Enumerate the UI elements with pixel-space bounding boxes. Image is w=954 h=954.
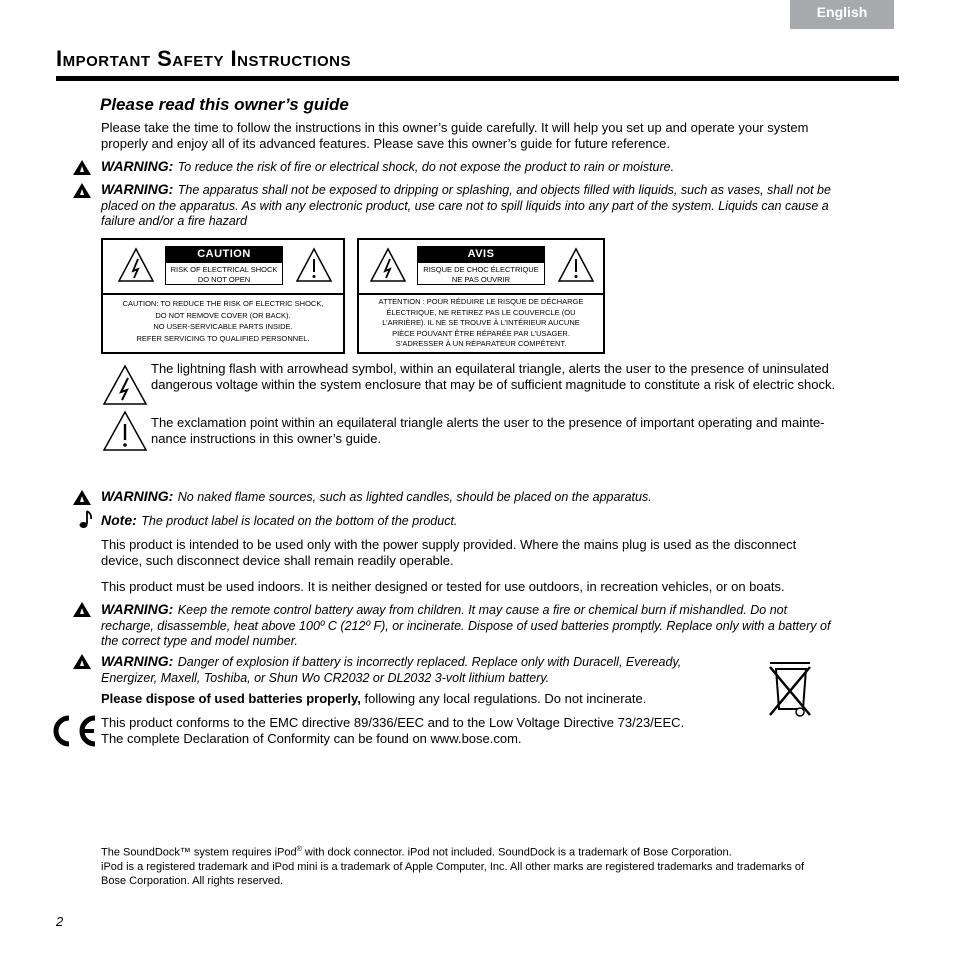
caution-line: DO NOT REMOVE COVER (OR BACK).: [155, 310, 291, 320]
power-paragraph: [101, 537, 796, 568]
avis-line: L’ARRIÈRE). IL NE SE TROUVE À L’INTÉRIEUR AUCUNE: [382, 318, 580, 327]
legal-footer: [101, 843, 804, 888]
avis-sub-line: NE PAS OUVRIR: [451, 275, 511, 284]
note-label: Note:: [101, 512, 137, 528]
lightning-line: The lightning flash with arrowhead symbol, within an equilateral triangle, alerts the user to the presence of uninsulated: [151, 361, 829, 376]
warning-text: No naked flame sources, such as lighted candles, should be placed on the apparatus.: [177, 490, 652, 504]
indoor-paragraph: This product must be used indoors. It is neither designed or tested for use outdoors, in recreation vehicles, or on boats.: [101, 579, 785, 594]
dispose-bold: Please dispose of used batteries properly,: [101, 691, 361, 706]
avis-label: [357, 238, 605, 354]
caution-label: [101, 238, 345, 354]
crossed-out-bin-icon: [766, 659, 816, 719]
warning-label: WARNING:: [101, 181, 174, 197]
warning-2: [101, 181, 901, 229]
section-subtitle: Please read this owner’s guide: [100, 95, 349, 114]
warning-text: To reduce the risk of fire or electrical shock, do not expose the product to rain or moisture.: [177, 160, 675, 174]
page-number: 2: [56, 914, 64, 929]
lightning-triangle-icon: [102, 364, 148, 406]
warning-triangle-icon: [72, 489, 92, 506]
avis-line: ÉLECTRIQUE, NE RETIREZ PAS LE COUVERCLE (OU: [386, 307, 576, 317]
warning-label: WARNING:: [101, 653, 174, 669]
warning-5: [101, 653, 761, 686]
exclamation-line: nance instructions in this owner’s guide.: [151, 430, 382, 446]
intro-paragraph: [101, 120, 808, 151]
warning-text: Energizer, Maxell, Toshiba, or Shun Wo CR2032 or DL2032 3-volt lithium battery.: [101, 671, 550, 685]
warning-triangle-icon: [72, 159, 92, 176]
warning-3: [101, 488, 652, 506]
avis-line: ATTENTION : POUR RÉDUIRE LE RISQUE DE DÉCHARGE: [378, 297, 584, 306]
caution-text: [103, 298, 343, 344]
lightning-line: dangerous voltage within the system enclosure that may be of sufficient magnitude to constitute a risk of electric shock.: [151, 376, 836, 392]
caution-line: REFER SERVICING TO QUALIFIED PERSONNEL.: [136, 333, 310, 343]
note: [101, 512, 457, 530]
exclamation-triangle-icon: [557, 247, 595, 283]
caution-line: CAUTION: TO REDUCE THE RISK OF ELECTRIC SHOCK,: [122, 299, 324, 308]
exclamation-line: The exclamation point within an equilateral triangle alerts the user to the presence of important operating and mainte-: [151, 415, 825, 430]
ce-paragraph: [101, 715, 684, 746]
ce-line: The complete Declaration of Conformity can be found on www.bose.com.: [101, 730, 522, 746]
legal-line: with dock connector. iPod not included. SoundDock is a trademark of Bose Corporation.: [301, 846, 732, 859]
ce-line: This product conforms to the EMC directive 89/336/EEC and to the Low Voltage Directive 73/23/EEC.: [101, 715, 685, 730]
warning-text: failure and/or a fire hazard: [101, 214, 247, 228]
note-text: The product label is located on the bottom of the product.: [141, 514, 458, 528]
legal-line: The SoundDock™ system requires iPod: [101, 846, 297, 859]
warning-text: recharge, disassemble, heat above 100º C (212º F), or incinerate. Dispose of used batteries promptly. Replace only with a battery of: [101, 619, 831, 633]
lightning-triangle-icon: [369, 247, 407, 283]
avis-line: PIÈCE POUVANT ÊTRE RÉPARÉE PAR L’USAGER.: [392, 328, 570, 338]
warning-label: WARNING:: [101, 601, 174, 617]
warning-text: placed on the apparatus. As with any electronic product, use care not to spill liquids into any part of the system. Liquids can cause a: [101, 199, 829, 213]
music-note-icon: [78, 509, 94, 529]
warning-text: Danger of explosion if battery is incorrectly replaced. Replace only with Duracell, Eveready,: [177, 655, 682, 669]
warning-label: WARNING:: [101, 158, 174, 174]
caution-sub: [165, 263, 283, 285]
intro-line: Please take the time to follow the instructions in this owner’s guide carefully. It will help you set up and operate your system: [101, 120, 809, 135]
warning-triangle-icon: [72, 653, 92, 670]
avis-sub-line: RISQUE DE CHOC ÉLECTRIQUE: [423, 265, 539, 274]
power-line: device, such disconnect device shall remain readily operable.: [101, 552, 454, 568]
exclamation-explanation: [151, 415, 825, 446]
ce-mark-icon: [47, 713, 99, 749]
warning-4: [101, 601, 901, 649]
power-line: This product is intended to be used only with the power supply provided. Where the mains plug is used as the disconnect: [101, 537, 797, 552]
registered-mark: ®: [296, 846, 302, 853]
exclamation-triangle-icon: [102, 410, 148, 452]
avis-text: [359, 297, 603, 350]
language-tab: English: [790, 0, 894, 29]
caution-sub-line: DO NOT OPEN: [197, 275, 251, 284]
warning-text: the correct type and model number.: [101, 634, 298, 648]
warning-label: WARNING:: [101, 488, 174, 504]
avis-line: S’ADRESSER À UN RÉPARATEUR COMPÉTENT.: [395, 339, 567, 348]
caution-header: CAUTION: [165, 246, 283, 263]
caution-line: NO USER-SERVICABLE PARTS INSIDE.: [153, 322, 293, 331]
legal-line: iPod is a registered trademark and iPod mini is a trademark of Apple Computer, Inc. All other marks are registered trademarks and trademarks of: [101, 860, 805, 873]
legal-line: Bose Corporation. All rights reserved.: [101, 874, 284, 887]
warning-text: The apparatus shall not be exposed to dripping or splashing, and objects filled with liquids, such as vases, shall not be: [177, 183, 831, 197]
dispose-paragraph: [101, 691, 646, 707]
avis-header: AVIS: [417, 246, 545, 263]
intro-line: properly and enjoy all of its advanced features. Please save this owner’s guide for future reference.: [101, 135, 670, 151]
dispose-text: following any local regulations. Do not incinerate.: [360, 691, 647, 706]
warning-triangle-icon: [72, 182, 92, 199]
warning-triangle-icon: [72, 601, 92, 618]
caution-sub-line: RISK OF ELECTRICAL SHOCK: [170, 265, 278, 274]
exclamation-triangle-icon: [295, 247, 333, 283]
lightning-explanation: [151, 361, 835, 392]
page-title: Important Safety Instructions: [56, 46, 351, 71]
warning-text: Keep the remote control battery away from children. It may cause a fire or chemical burn if mishandled. Do not: [177, 603, 788, 617]
lightning-triangle-icon: [117, 247, 155, 283]
avis-sub: [417, 263, 545, 285]
title-rule: [56, 76, 899, 81]
warning-1: [101, 158, 674, 176]
